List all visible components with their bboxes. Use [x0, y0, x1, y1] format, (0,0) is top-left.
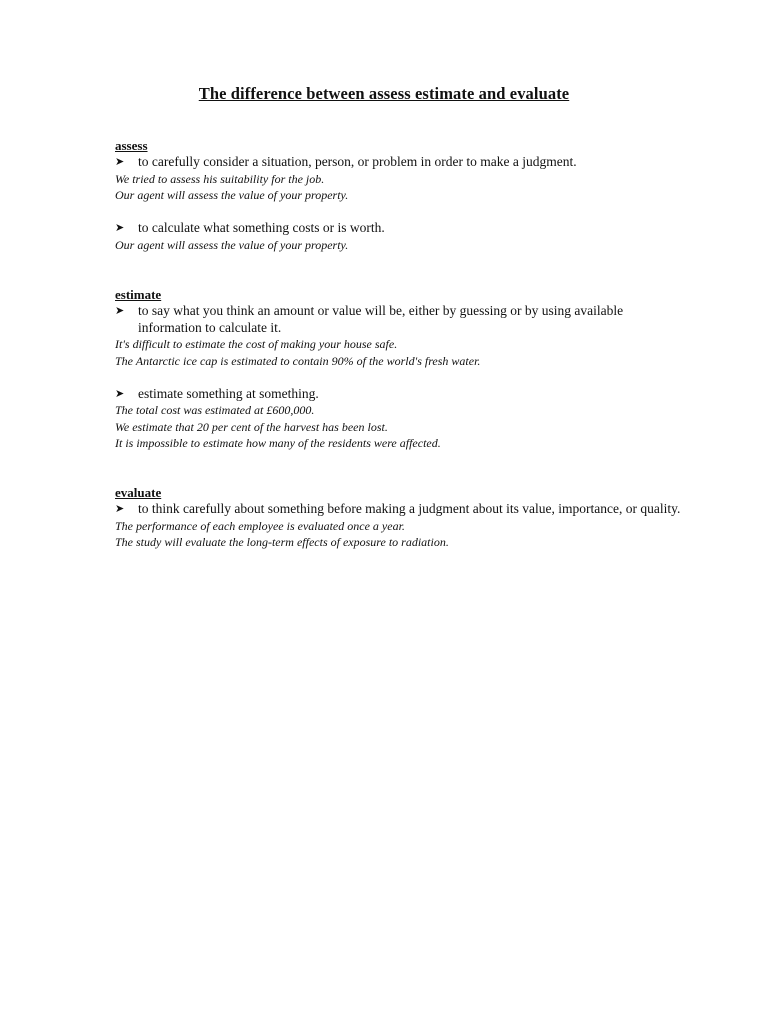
- spacer: [115, 204, 690, 221]
- example-sentence: The performance of each employee is evaluated once a year.: [115, 518, 405, 533]
- spacer: [115, 369, 690, 386]
- arrow-bullet-icon: ➤: [115, 387, 125, 400]
- section-assess: [115, 138, 690, 253]
- page-title: The difference between assess estimate and evaluate: [198, 84, 570, 103]
- definition: [115, 386, 690, 403]
- section-heading: evaluate: [115, 485, 162, 500]
- example-sentence: The Antarctic ice cap is estimated to contain 90% of the world's fresh water.: [115, 353, 481, 368]
- section-estimate: [115, 287, 690, 452]
- example-sentence: Our agent will assess the value of your property.: [115, 237, 349, 252]
- definition: [115, 154, 690, 171]
- example-sentence: It's difficult to estimate the cost of making your house safe.: [115, 337, 398, 351]
- definition-text: to say what you think an amount or value will be, either by guessing or by using available information to calculate it.: [138, 303, 624, 335]
- section-evaluate: [115, 485, 690, 551]
- example-sentence: The study will evaluate the long-term effects of exposure to radiation.: [115, 535, 449, 549]
- definition: [115, 220, 690, 237]
- example-sentence: We estimate that 20 per cent of the harvest has been lost.: [115, 419, 388, 434]
- definition: [115, 501, 690, 518]
- section-heading: estimate: [115, 287, 162, 302]
- example-sentence: We tried to assess his suitability for the job.: [115, 171, 325, 186]
- example-sentence: It is impossible to estimate how many of the residents were affected.: [115, 436, 441, 450]
- arrow-bullet-icon: ➤: [115, 305, 125, 317]
- arrow-bullet-icon: ➤: [115, 503, 125, 515]
- definition-text: to calculate what something costs or is worth.: [138, 220, 385, 235]
- definition: [115, 303, 690, 336]
- arrow-bullet-icon: ➤: [115, 222, 125, 234]
- definition-text: to think carefully about something before making a judgment about its value, importance, or quality.: [138, 501, 681, 516]
- example-sentence: Our agent will assess the value of your property.: [115, 188, 349, 202]
- definition-text: estimate something at something.: [138, 385, 319, 401]
- section-heading: assess: [115, 138, 148, 153]
- arrow-bullet-icon: ➤: [115, 156, 125, 168]
- definition-text: to carefully consider a situation, person, or problem in order to make a judgment.: [138, 154, 577, 169]
- example-sentence: The total cost was estimated at £600,000.: [115, 403, 315, 417]
